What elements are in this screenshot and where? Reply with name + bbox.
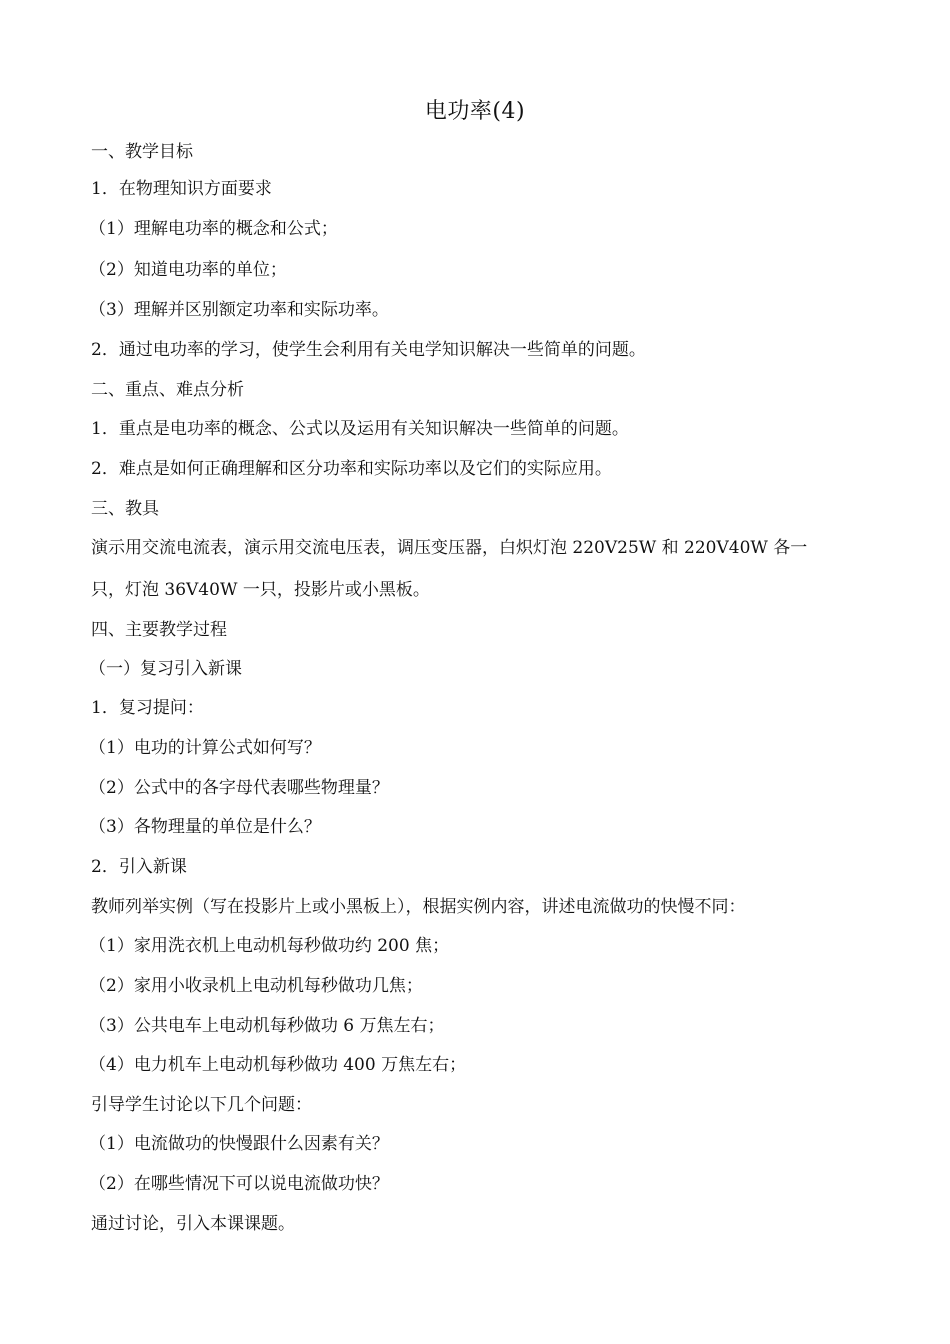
list-item: （1）电流做功的快慢跟什么因素有关？ [89,1134,389,1154]
equipment-text-continued: 只，灯泡 36V40W 一只，投影片或小黑板。 [91,580,430,600]
step-review-questions: 1．复习提问： [91,698,204,718]
list-item: （1）电功的计算公式如何写？ [89,738,321,758]
section-heading-objectives: 一、教学目标 [91,142,193,162]
section-heading-teaching-process: 四、主要教学过程 [91,620,227,640]
paragraph-conclusion: 通过讨论，引入本课课题。 [91,1214,295,1234]
subsection-goal-2: 2．通过电功率的学习，使学生会利用有关电学知识解决一些简单的问题。 [91,340,646,360]
list-item: （2）在哪些情况下可以说电流做功快？ [89,1174,389,1194]
list-item: （1）理解电功率的概念和公式； [89,219,338,239]
paragraph-examples-intro: 教师列举实例（写在投影片上或小黑板上），根据实例内容，讲述电流做功的快慢不同： [91,897,746,917]
list-item: （3）理解并区别额定功率和实际功率。 [89,300,389,320]
list-item: （4）电力机车上电动机每秒做功 400 万焦左右； [89,1055,467,1075]
list-item: （3）公共电车上电动机每秒做功 6 万焦左右； [89,1016,445,1036]
list-item: （2）公式中的各字母代表哪些物理量？ [89,778,389,798]
section-heading-equipment: 三、教具 [91,499,159,519]
list-item: （2）家用小收录机上电动机每秒做功几焦； [89,976,423,996]
list-item: （1）家用洗衣机上电动机每秒做功约 200 焦； [89,936,450,956]
document-title: 电功率(4) [424,99,526,124]
difficult-point: 2．难点是如何正确理解和区分功率和实际功率以及它们的实际应用。 [91,459,612,479]
subsection-physics-knowledge: 1．在物理知识方面要求 [91,179,272,199]
equipment-text: 演示用交流电流表，演示用交流电压表，调压变压器，白炽灯泡 220V25W 和 220V40W 各一 [91,538,808,558]
paragraph-discussion-intro: 引导学生讨论以下几个问题： [91,1095,312,1115]
list-item: （2）知道电功率的单位； [89,260,287,280]
section-heading-key-points: 二、重点、难点分析 [91,380,244,400]
subsection-review: （一）复习引入新课 [89,659,242,679]
list-item: （3）各物理量的单位是什么？ [89,817,321,837]
key-point: 1．重点是电功率的概念、公式以及运用有关知识解决一些简单的问题。 [91,419,629,439]
step-introduce-lesson: 2．引入新课 [91,857,187,877]
